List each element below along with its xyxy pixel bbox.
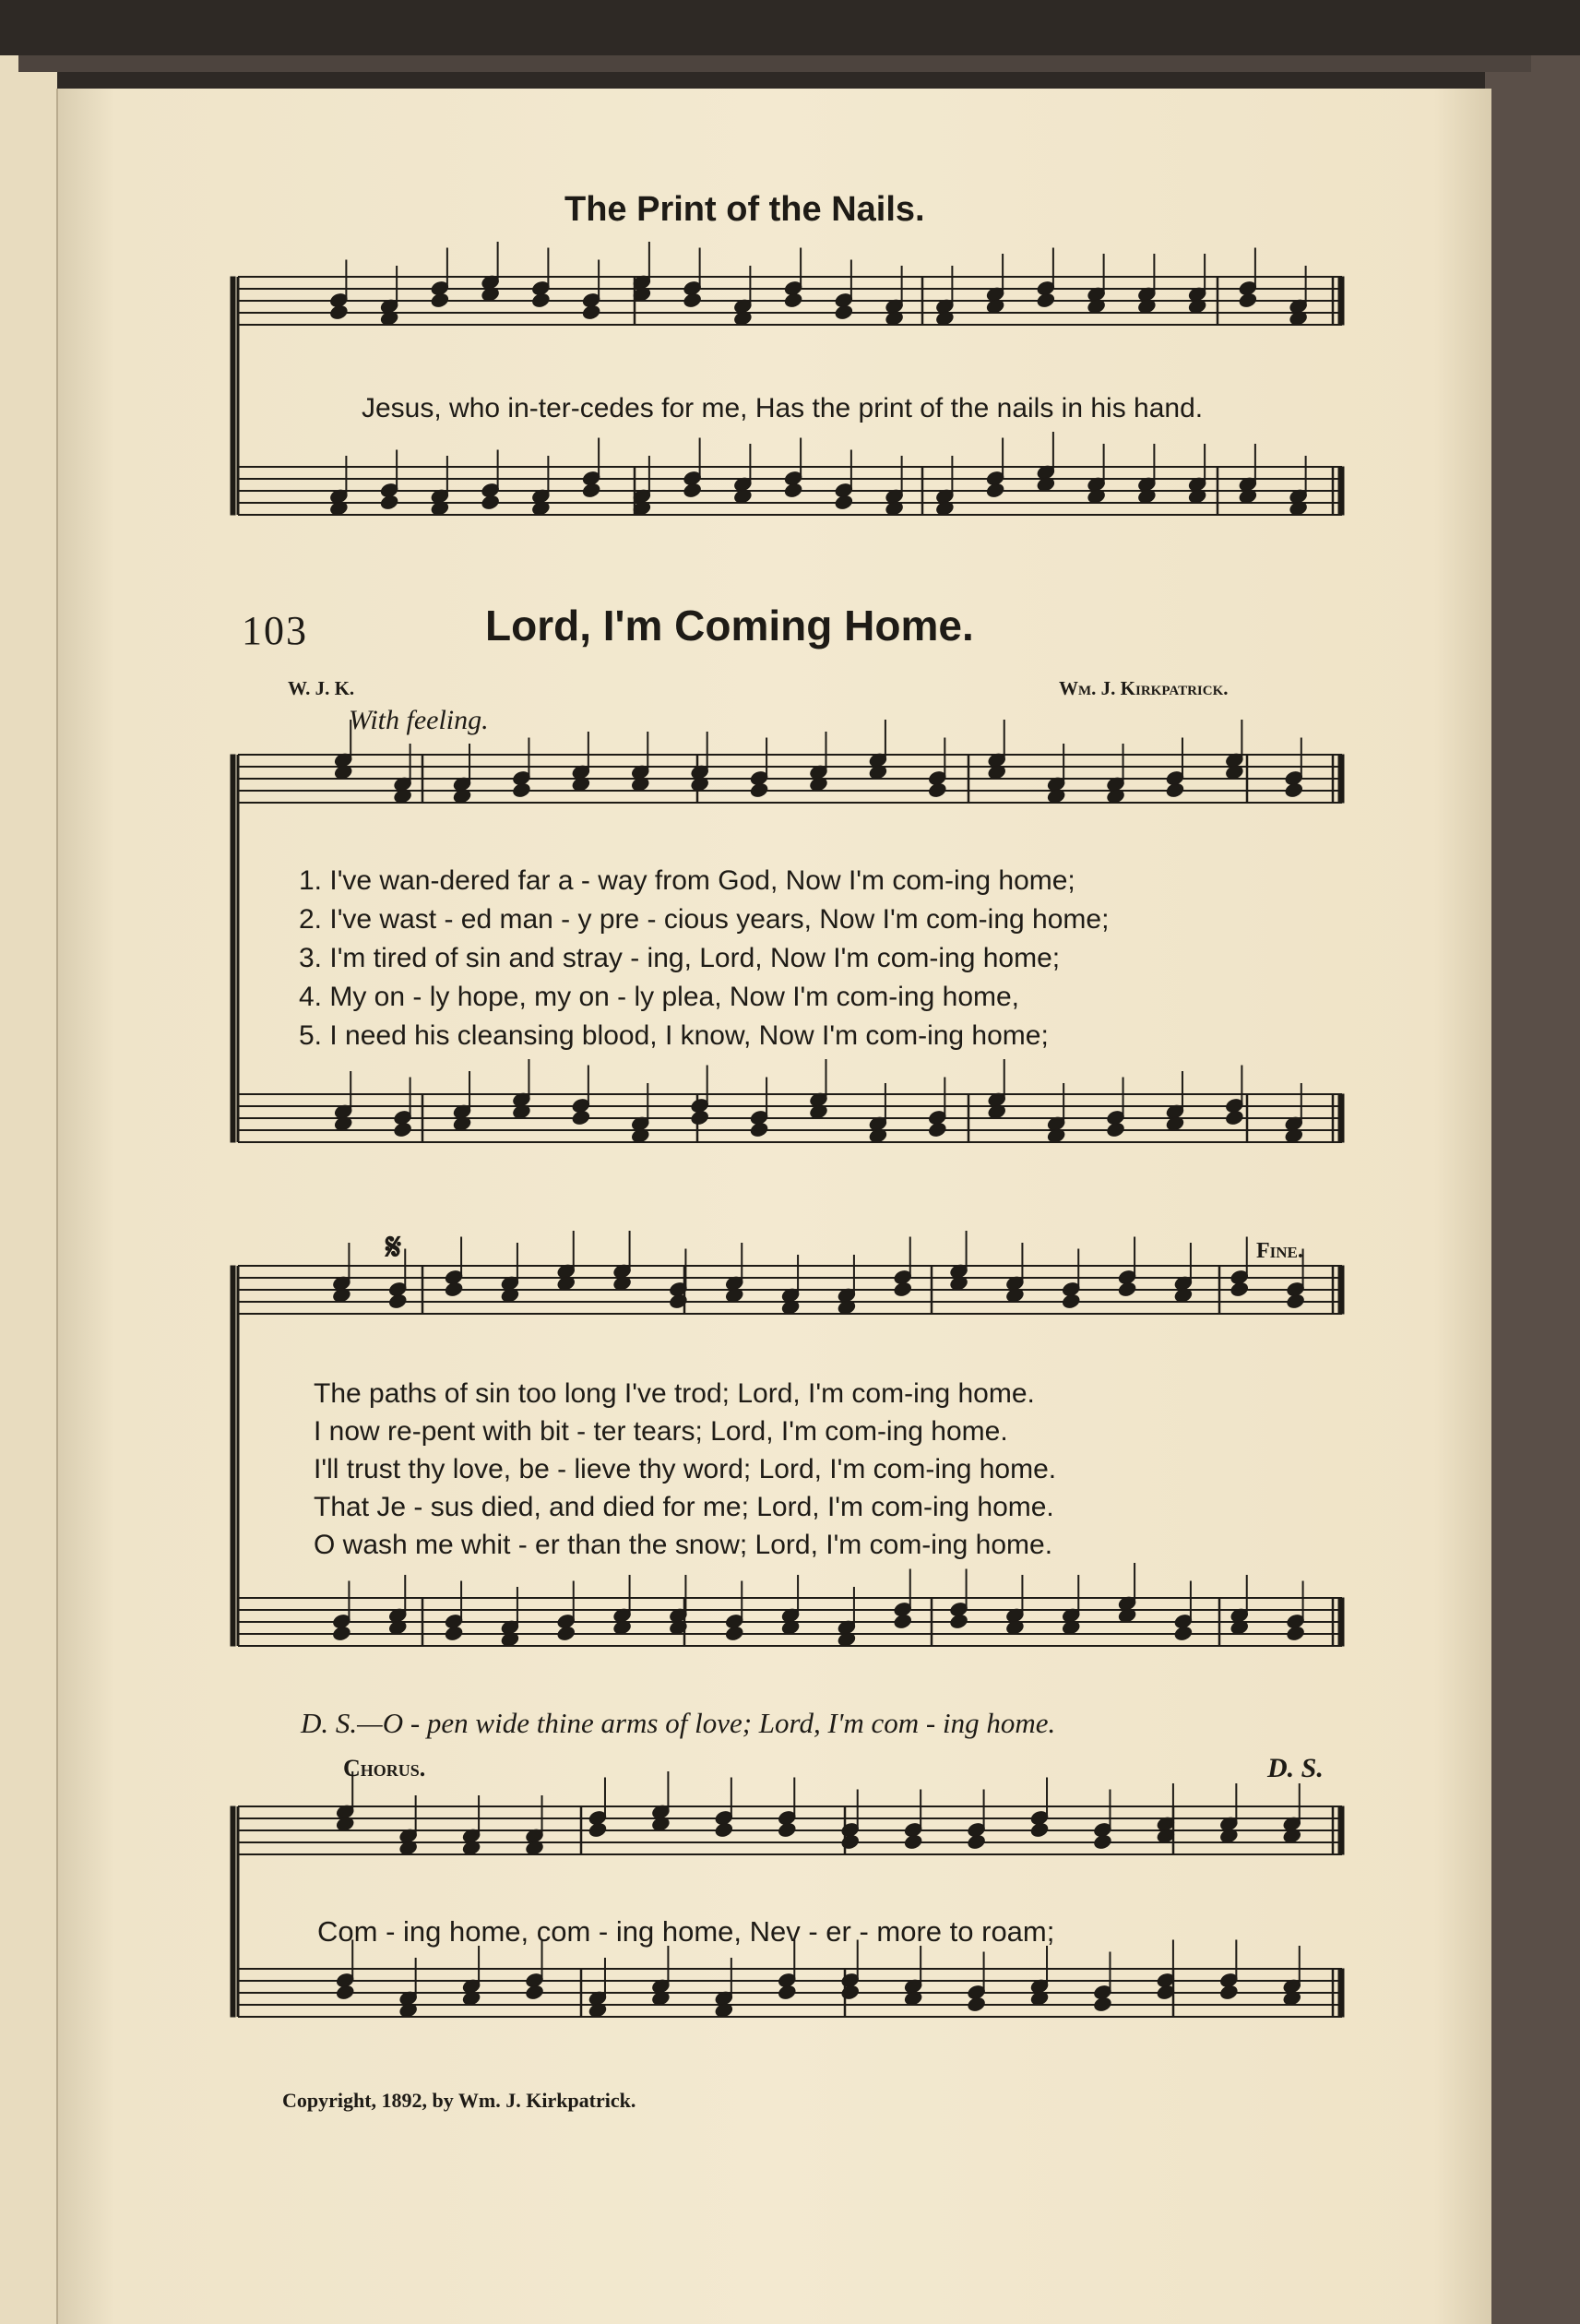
hymn-number: 103 bbox=[242, 608, 308, 653]
verse-4-line-a: 4. My on - ly hope, my on - ly plea, Now I'm com-ing home, bbox=[299, 982, 1020, 1012]
top-hymn-title: The Print of the Nails. bbox=[564, 190, 925, 229]
fine-marking: Fine. bbox=[1256, 1239, 1303, 1263]
verse-5-line-b: O wash me whit - er than the snow; Lord, I'm com-ing home. bbox=[314, 1530, 1053, 1560]
verse-4-line-b: That Je - sus died, and died for me; Lord, I'm com-ing home. bbox=[314, 1492, 1054, 1522]
music-credit: Wm. J. Kirkpatrick. bbox=[1059, 677, 1229, 699]
chorus-ds: D. S. bbox=[1267, 1753, 1324, 1783]
segno-sign: 𝄋 bbox=[386, 1226, 402, 1268]
top-hymn-lyric: Jesus, who in-ter-cedes for me, Has the print of the nails in his hand. bbox=[362, 393, 1204, 423]
verse-5-line-a: 5. I need his cleansing blood, I know, Now I'm com-ing home; bbox=[299, 1020, 1049, 1051]
chorus-label: Chorus. bbox=[343, 1755, 426, 1782]
page bbox=[57, 89, 1491, 2324]
verse-2-line-b: I now re-pent with bit - ter tears; Lord, I'm com-ing home. bbox=[314, 1416, 1008, 1447]
verse-2-line-a: 2. I've wast - ed man - y pre - cious years, Now I'm com-ing home; bbox=[299, 904, 1110, 935]
left-page-edge bbox=[0, 55, 57, 2324]
chorus-lyric: Com - ing home, com - ing home, Nev - er - more to roam; bbox=[317, 1915, 1055, 1948]
dal-segno-line: D. S.—O - pen wide thine arms of love; Lord, I'm com - ing home. bbox=[301, 1707, 1056, 1739]
copyright-notice: Copyright, 1892, by Wm. J. Kirkpatrick. bbox=[282, 2089, 636, 2112]
verse-3-line-a: 3. I'm tired of sin and stray - ing, Lord, Now I'm com-ing home; bbox=[299, 943, 1061, 973]
tempo-marking: With feeling. bbox=[349, 705, 489, 735]
book-cover-right bbox=[1485, 55, 1580, 2324]
verse-1-line-a: 1. I've wan-dered far a - way from God, Now I'm com-ing home; bbox=[299, 865, 1075, 896]
hymn-title: Lord, I'm Coming Home. bbox=[485, 602, 974, 650]
verse-1-line-b: The paths of sin too long I've trod; Lord, I'm com-ing home. bbox=[314, 1378, 1035, 1409]
verse-3-line-b: I'll trust thy love, be - lieve thy word; Lord, I'm com-ing home. bbox=[314, 1454, 1057, 1484]
words-credit: W. J. K. bbox=[288, 677, 355, 699]
